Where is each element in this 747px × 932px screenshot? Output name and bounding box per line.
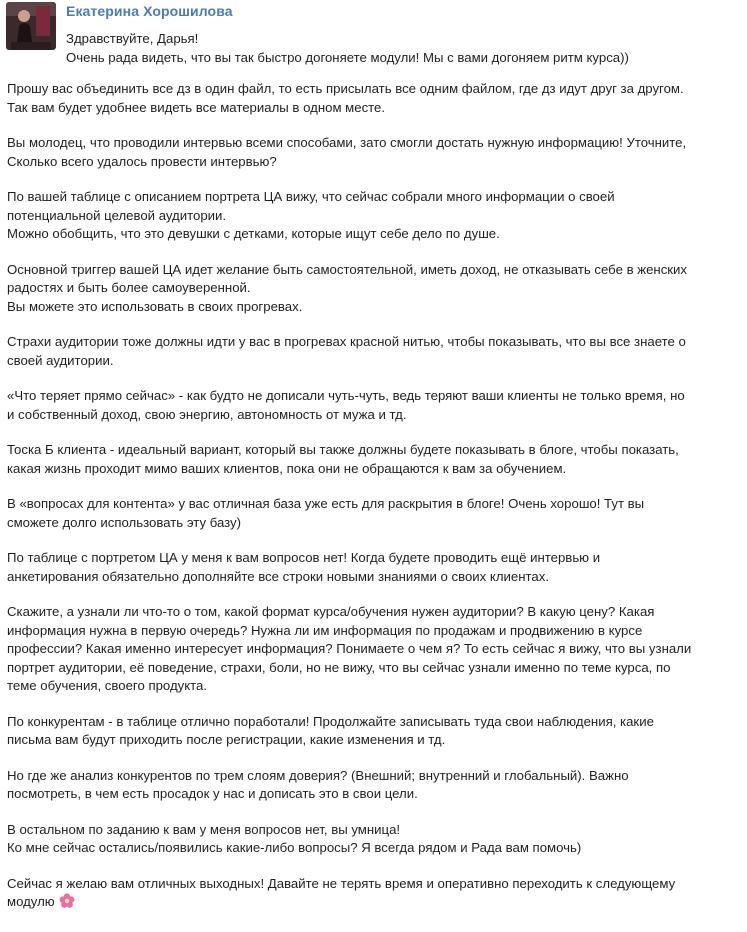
text-line: потенциальной целевой аудитории. (7, 207, 227, 223)
paragraph (7, 549, 745, 586)
text-line: Вы молодец, что проводили интервью всеми способами, зато смогли достать нужную информацию! Уточните, (7, 135, 687, 150)
paragraph (7, 875, 745, 915)
text-line: и собственный доход, свою энергию, автономность от мужа и тд. (7, 406, 407, 422)
paragraph (7, 713, 745, 750)
text-line: анкетирования обязательно дополняйте все строки новыми знаниями о своих клиентах. (7, 568, 549, 584)
paragraph (7, 261, 745, 317)
text-line: Но где же анализ конкурентов по трем слоям доверия? (Внешний; внутренний и глобальный). Важно (7, 767, 629, 783)
text-line: Тоска Б клиента - идеальный вариант, который вы также должны будете показывать в блоге, чтобы показать, (7, 442, 679, 457)
text-line: какая жизнь проходит мимо ваших клиентов, пока они не обращаются к вам за обучением. (7, 460, 567, 476)
text-line: посмотреть, в чем есть просадок у нас и дописать это в свои цели. (7, 786, 418, 801)
paragraph (7, 134, 745, 171)
text-line: В остальном по заданию к вам у меня вопросов нет, вы умница! (7, 821, 401, 837)
paragraph (7, 188, 745, 244)
author-name[interactable]: Екатерина Хорошилова (66, 3, 233, 19)
paragraph (7, 387, 745, 424)
greeting-line: Очень рада видеть, что вы так быстро догоняете модули! Мы с вами догоняем ритм курса)) (66, 49, 629, 65)
paragraph (7, 821, 745, 858)
text-line: профессии? Какая именно интересует информация? Понимаете о чем я? То есть сейчас я вижу, что вы узнали (7, 641, 692, 656)
paragraph (7, 603, 745, 696)
text-line: Вы можете это использовать в своих прогревах. (7, 298, 303, 314)
text-line: «Что теряет прямо сейчас» - как будто не дописали чуть-чуть, ведь теряют ваши клиенты не только время, но (7, 388, 685, 403)
text-line: теме обучения, своего продукта. (7, 678, 208, 693)
text-line: Страхи аудитории тоже должны идти у вас в прогревах красной нитью, чтобы показывать, что вы все знаете о (7, 334, 686, 349)
text-line: информация нужна в первую очередь? Нужна ли им информация по продажам и продвижению в курсе (7, 622, 643, 638)
paragraph (7, 767, 745, 804)
text-line: Основной триггер вашей ЦА идет желание быть самостоятельной, иметь доход, не отказывать себе в женских (7, 261, 688, 277)
text-line: В «вопросах для контента» у вас отличная база уже есть для раскрытия в блоге! Очень хорошо! Тут вы (7, 496, 645, 511)
message-body (7, 80, 745, 932)
greeting-line: Здравствуйте, Дарья! (66, 31, 199, 46)
avatar[interactable] (6, 2, 56, 50)
text-line (7, 893, 745, 915)
flower-emoji-icon (59, 893, 75, 915)
text-line: своей аудитории. (7, 352, 114, 368)
paragraph (7, 495, 745, 532)
text-line: По таблице с портретом ЦА у меня к вам вопросов нет! Когда будете проводить ещё интервью и (7, 550, 601, 565)
last-line-text: модулю (7, 894, 55, 909)
text-line: Ко мне сейчас остались/появились какие-либо вопросы? Я всегда рядом и Рада вам помочь) (7, 840, 582, 855)
text-line: сможете долго использовать эту базу) (7, 514, 242, 530)
paragraph (7, 80, 745, 117)
text-line: Сколько всего удалось провести интервью? (7, 153, 277, 169)
text-line: Можно обобщить, что это девушки с детками, которые ищут себе дело по душе. (7, 226, 500, 241)
text-line: Прошу вас объединить все дз в один файл, то есть присылать все одним файлом, где дз идут друг за другом. (7, 81, 684, 96)
text-line: портрет аудитории, её поведение, страхи, боли, но не вижу, что вы сейчас узнали именно по теме курса, по (7, 659, 671, 675)
text-line: Скажите, а узнали ли что-то о том, какой формат курса/обучения нужен аудитории? В какую цену? Какая (7, 604, 655, 619)
text-line: По конкурентам - в таблице отлично поработали! Продолжайте записывать туда свои наблюдения, какие (7, 713, 654, 729)
text-line: Сейчас я желаю вам отличных выходных! Давайте не терять время и оперативно переходить к следующему (7, 875, 676, 891)
paragraph (7, 333, 745, 370)
text-line: Так вам будет удобнее видеть все материалы в одном месте. (7, 99, 386, 115)
greeting (66, 30, 629, 67)
text-line: радостях и быть более самоуверенной. (7, 280, 251, 295)
text-line: По вашей таблице с описанием портрета ЦА вижу, что сейчас собрали много информации о своей (7, 189, 615, 204)
text-line: письма вам будут приходить после регистрации, какие изменения и тд. (7, 732, 446, 747)
paragraph (7, 441, 745, 478)
